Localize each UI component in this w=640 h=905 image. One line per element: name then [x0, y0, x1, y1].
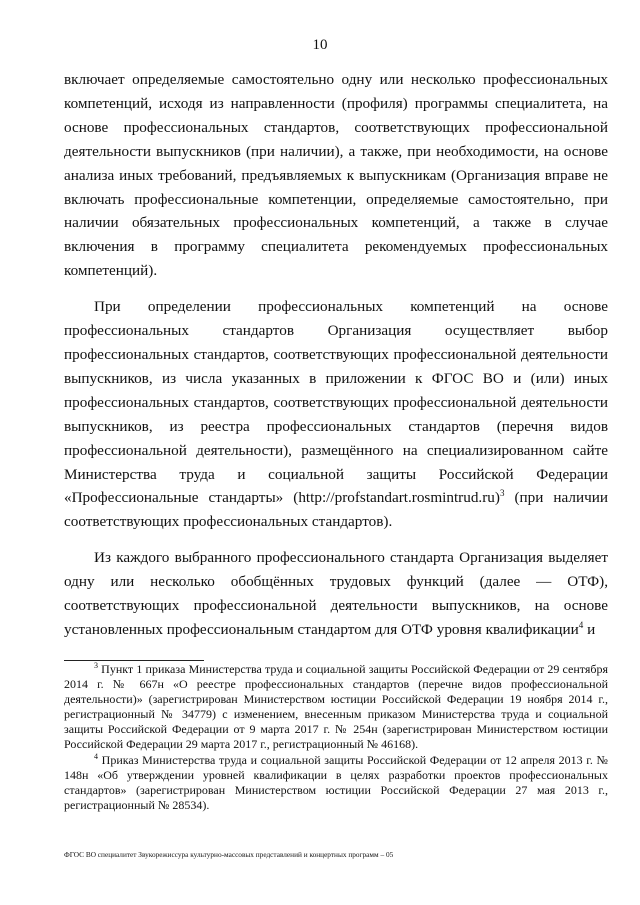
paragraph-1 — [64, 68, 608, 283]
paragraph-3 — [64, 546, 608, 642]
footnote-ref-3[interactable]: 3 — [499, 488, 505, 499]
paragraph-1-text: включает определяемые самостоятельно одну или несколько профессиональных компетенций, исходя из направленности (профиля) программы специалитета, на основе профессиональных стандартов, соответствующих профессиональной деятельности выпускников (при наличии), а также, при необходимости, на основе анализа иных требований, предъявляемых к выпускникам (Организация вправе не включать профессиональные компетенции, определяемые самостоятельно, при наличии обязательных профессиональных компетенций, а также в случае включения в программу специалитета рекомендуемых профессиональных компетенций). — [64, 71, 608, 280]
footnote-separator — [64, 660, 204, 661]
footnote-4-text: Приказ Министерства труда и социальной защиты Российской Федерации от 12 апреля 2013 г. № 148н «Об утверждении уровней квалификации в целях разработки проектов профессиональных стандартов» (зарегистрирован Министерством юстиции Российской Федерации 27 мая 2013 г., регистрационный № 28534). — [64, 752, 608, 812]
paragraph-3-tail: и — [583, 620, 596, 638]
page-footer: ФГОС ВО специалитет Звукорежиссура культурно-массовых представлений и концертных программ – 05 — [64, 850, 394, 859]
paragraph-2 — [64, 295, 608, 534]
paragraph-2-text: При определении профессиональных компетенций на основе профессиональных стандартов Организация осуществляет выбор профессиональных стандартов, соответствующих профессиональной деятельности выпускников, из числа указанных в приложении к ФГОС ВО и (или) иных профессиональных стандартов, соответствующих профессиональной деятельности выпускников, из реестра профессиональных стандартов (перечня видов профессиональной деятельности), размещённого на специализированном сайте Министерства труда и социальной защиты Российской Федерации «Профессиональные стандарты» (http://profstandart.rosmintrud.ru) — [64, 298, 608, 507]
footnotes — [64, 662, 608, 813]
footnote-4-number: 4 — [94, 751, 98, 761]
footnote-3 — [64, 662, 608, 753]
footnote-ref-4[interactable]: 4 — [578, 619, 584, 630]
page-number: 10 — [312, 37, 328, 53]
footnote-3-number: 3 — [94, 661, 98, 670]
main-text — [64, 68, 608, 654]
footnote-4 — [64, 753, 608, 813]
paragraph-2-tail: (при наличии соответствующих профессиональных стандартов). — [64, 489, 609, 531]
footnote-3-text: Пункт 1 приказа Министерства труда и социальной защиты Российской Федерации от 29 сентября 2014 г. № 667н «О реестре профессиональных стандартов (перечне видов профессиональной деятельности)» (зарегистрирован Министерством юстиции Российской Федерации 19 ноября 2014 г., регистрационный № 34779) с изменением, внесенным приказом Министерства труда и социальной защиты Российской Федерации от 9 марта 2017 г. № 254н (зарегистрирован Министерством юстиции Российской Федерации 29 марта 2017 г., регистрационный № 46168). — [64, 662, 608, 752]
paragraph-3-text: Из каждого выбранного профессионального стандарта Организация выделяет одну или несколько обобщённых трудовых функций (далее — ОТФ), соответствующих профессиональной деятельности выпускников, на основе установленных профессиональным стандартом для ОТФ уровня квалификации — [64, 549, 608, 638]
